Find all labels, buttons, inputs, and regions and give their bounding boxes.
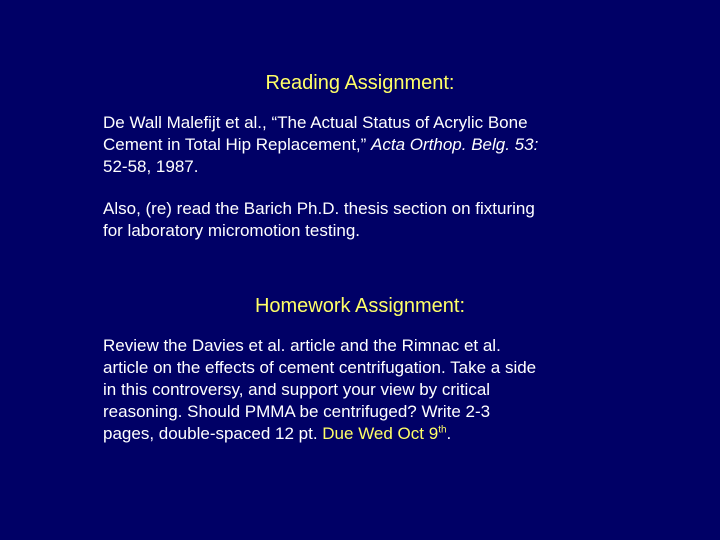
homework-line-2: article on the effects of cement centrifugation. Take a side [103,358,537,377]
journal-name: Acta Orthop. Belg. 53: [371,135,539,154]
citation-line-1: De Wall Malefijt et al., “The Actual Status of Acrylic Bone [103,113,528,132]
end-period: . [446,424,452,443]
homework-line-3: in this controversy, and support your view by critical [103,380,491,399]
homework-body [103,335,643,445]
homework-line-5-text: pages, double-spaced 12 pt. [103,424,323,443]
reading-assignment-heading: Reading Assignment: [265,72,455,94]
due-date-text: Due Wed Oct 9 [322,424,439,443]
also-line-1: Also, (re) read the Barich Ph.D. thesis section on fixturing [103,199,535,218]
also-line-2: for laboratory micromotion testing. [103,221,360,240]
due-date [322,424,446,443]
citation-line-2 [103,134,643,156]
homework-line-5 [103,423,643,445]
due-date-ordinal: th [438,424,447,436]
homework-line-1: Review the Davies et al. article and the Rimnac et al. [103,336,501,355]
homework-assignment-heading: Homework Assignment: [254,295,466,317]
citation-line-2-text: Cement in Total Hip Replacement,” [103,135,372,154]
reading-also-paragraph [103,198,643,242]
homework-line-4: reasoning. Should PMMA be centrifuged? Write 2-3 [103,402,491,421]
reading-citation [103,112,643,178]
citation-line-3: 52-58, 1987. [103,157,199,176]
